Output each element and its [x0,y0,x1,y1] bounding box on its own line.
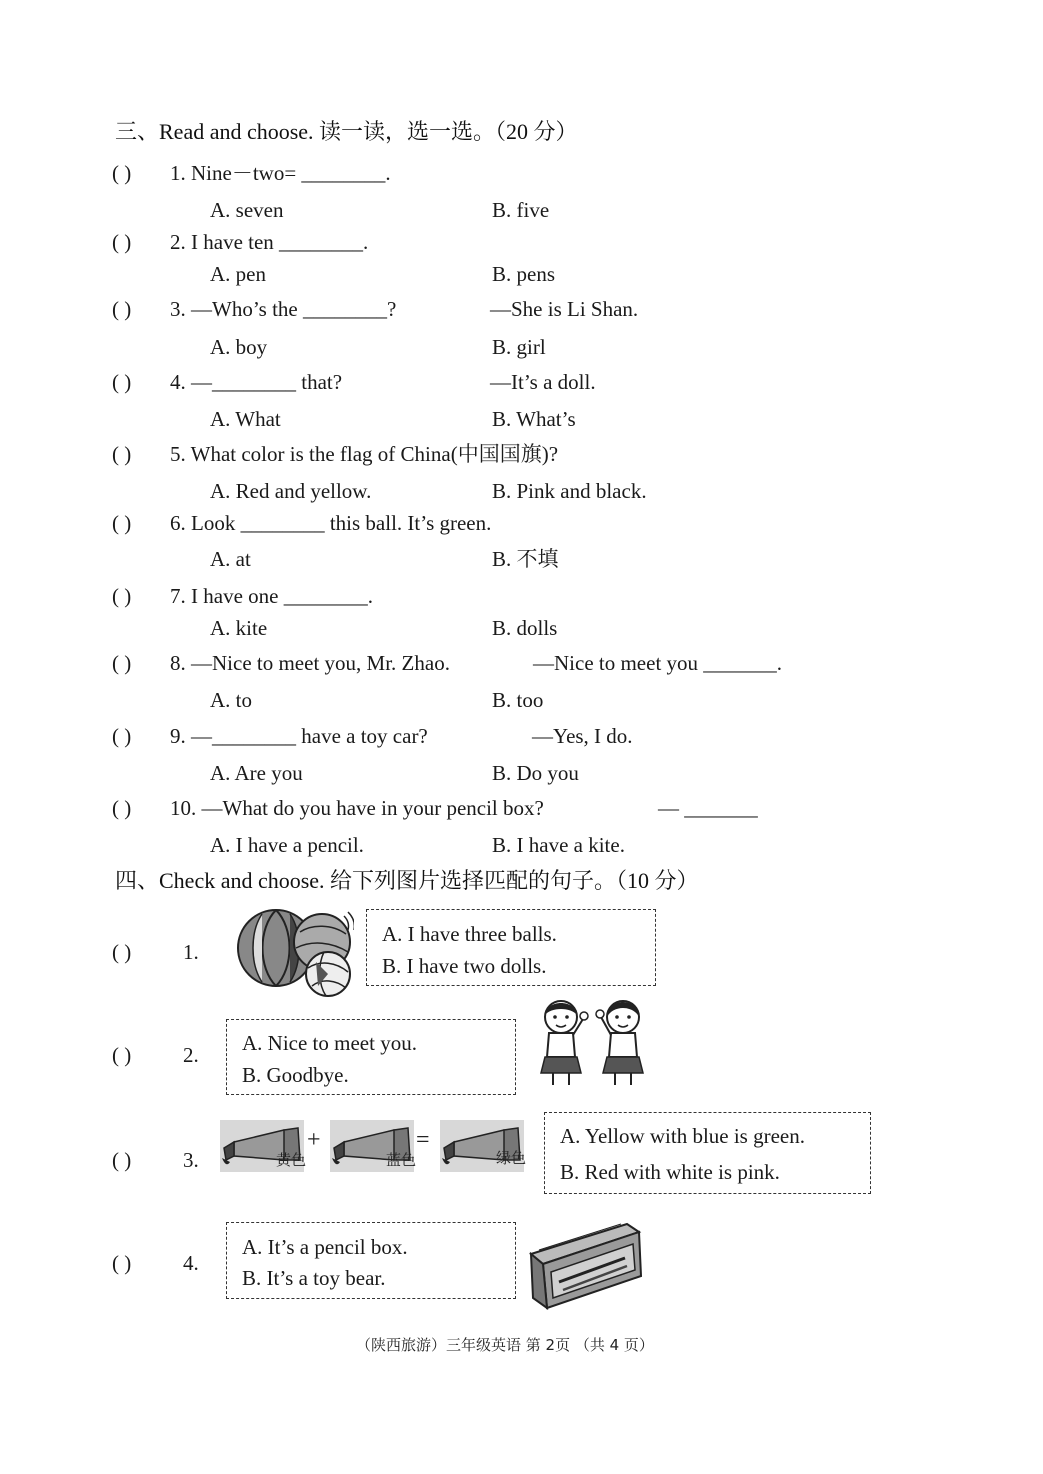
answer-paren[interactable]: ( ) [112,940,132,964]
answer-paren[interactable]: ( ) [112,584,132,608]
option-b: B. dolls [492,616,558,640]
question-text: 1. Nine－two= ________. [170,161,391,185]
option-a: A. What [210,407,281,431]
answer-paren[interactable]: ( ) [112,297,132,321]
answer-paren[interactable]: ( ) [112,651,132,675]
balls-picture [232,902,354,998]
paint-caption: 绿色 [496,1149,527,1167]
option-a: A. I have a pencil. [210,833,364,857]
question-text: 5. What color is the flag of China(中国国旗)? [170,442,559,466]
question-reply: — _______ [658,796,758,820]
option-a: A. to [210,688,252,712]
answer-paren[interactable]: ( ) [112,442,132,466]
option-b: B. pens [492,262,555,286]
option-b: B. Red with white is pink. [560,1160,780,1184]
option-b: B. Goodbye. [242,1063,349,1087]
item-number: 2. [183,1043,199,1067]
option-b: B. too [492,688,544,712]
option-b: B. five [492,198,550,222]
plus-sign: + [307,1127,321,1153]
option-a: A. Yellow with blue is green. [560,1124,805,1148]
option-b: B. girl [492,335,546,359]
answer-paren[interactable]: ( ) [112,161,132,185]
option-a: A. Red and yellow. [210,479,372,503]
option-a: A. boy [210,335,268,359]
answer-paren[interactable]: ( ) [112,230,132,254]
option-b: B. 不填 [492,547,559,571]
question-text: 10. —What do you have in your pencil box? [170,796,544,820]
page-footer: （陕西旅游）三年级英语 第 2页 （共 4 页） [356,1336,654,1354]
option-a: A. seven [210,198,284,222]
option-a: A. kite [210,616,268,640]
item-number: 3. [183,1148,199,1172]
two-girls-picture [533,995,653,1090]
option-a: A. at [210,547,251,571]
option-a: A. It’s a pencil box. [242,1235,408,1259]
answer-paren[interactable]: ( ) [112,796,132,820]
question-text: 8. —Nice to meet you, Mr. Zhao. [170,651,450,675]
option-b: B. What’s [492,407,576,431]
answer-paren[interactable]: ( ) [112,370,132,394]
question-reply: —It’s a doll. [490,370,596,394]
option-b: B. I have two dolls. [382,954,547,978]
item-number: 1. [183,940,199,964]
question-text: 7. I have one ________. [170,584,373,608]
answer-paren[interactable]: ( ) [112,1148,132,1172]
question-reply: —Yes, I do. [532,724,633,748]
section3-heading: 三、Read and choose. 读一读，选一选。（20 分） [115,119,578,144]
question-text: 4. —________ that? [170,370,343,394]
equals-sign: = [416,1127,430,1153]
item-number: 4. [183,1251,199,1275]
question-text: 9. —________ have a toy car? [170,724,428,748]
answer-paren[interactable]: ( ) [112,511,132,535]
section4-heading: 四、Check and choose. 给下列图片选择匹配的句子。（10 分） [115,868,699,893]
option-a: A. I have three balls. [382,922,557,946]
question-reply: —Nice to meet you _______. [533,651,783,675]
question-text: 3. —Who’s the ________? [170,297,397,321]
question-text: 2. I have ten ________. [170,230,369,254]
option-b: B. Do you [492,761,579,785]
question-reply: —She is Li Shan. [490,297,639,321]
option-b: B. Pink and black. [492,479,647,503]
option-a: A. Are you [210,761,303,785]
answer-paren[interactable]: ( ) [112,1043,132,1067]
option-b: B. I have a kite. [492,833,625,857]
pencil-box-picture [525,1220,645,1310]
paint-caption: 蓝色 [386,1151,417,1169]
paint-caption: 黄色 [276,1151,307,1169]
option-a: A. pen [210,262,266,286]
question-text: 6. Look ________ this ball. It’s green. [170,511,492,535]
answer-paren[interactable]: ( ) [112,724,132,748]
answer-paren[interactable]: ( ) [112,1251,132,1275]
option-b: B. It’s a toy bear. [242,1266,386,1290]
option-a: A. Nice to meet you. [242,1031,417,1055]
